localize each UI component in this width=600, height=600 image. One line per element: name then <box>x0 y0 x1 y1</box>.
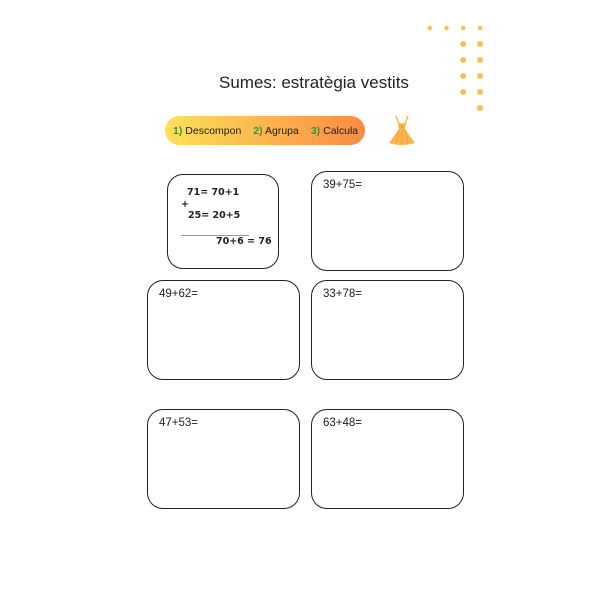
step-label: Agrupa <box>264 124 299 137</box>
exercise-box[interactable] <box>311 280 464 380</box>
decorative-dot <box>477 89 483 95</box>
decorative-dot <box>477 105 483 111</box>
exercise-label: 39+75= <box>323 179 363 191</box>
decorative-dot <box>461 26 466 31</box>
decorative-dot <box>460 57 466 63</box>
example-plus-sign: + <box>181 199 189 210</box>
decorative-dot <box>477 73 483 79</box>
example-line-2: 25= 20+5 <box>188 210 241 221</box>
step-calcula <box>311 125 358 137</box>
example-result: 70+6 = 76 <box>216 236 272 247</box>
exercise-box[interactable] <box>311 409 464 509</box>
step-descompon <box>173 125 241 137</box>
steps-banner <box>165 116 365 145</box>
decorative-dot <box>460 41 466 47</box>
decorative-dot <box>477 57 483 63</box>
example-box <box>167 174 279 269</box>
step-agrupa <box>253 125 299 137</box>
decorative-dot <box>478 26 483 31</box>
decorative-dot <box>477 41 483 47</box>
decorative-dot <box>460 89 466 95</box>
exercise-label: 63+48= <box>323 417 363 429</box>
example-line-1: 71= 70+1 <box>187 187 240 198</box>
page-title: Sumes: estratègia vestits <box>219 73 409 92</box>
exercise-label: 33+78= <box>323 288 363 300</box>
exercise-box[interactable] <box>147 409 300 509</box>
step-number: 3) <box>310 124 321 137</box>
exercise-box[interactable] <box>147 280 300 380</box>
decorative-dot <box>444 26 449 31</box>
exercise-label: 49+62= <box>159 288 199 300</box>
step-label: Descompon <box>185 124 242 137</box>
decorative-dot <box>460 73 466 79</box>
step-number: 2) <box>253 124 263 137</box>
exercise-box[interactable] <box>311 171 464 271</box>
exercise-label: 47+53= <box>159 417 199 429</box>
step-label: Calcula <box>323 124 359 137</box>
step-number: 1) <box>173 124 183 137</box>
decorative-dot <box>428 26 433 31</box>
dress-icon <box>384 112 420 148</box>
